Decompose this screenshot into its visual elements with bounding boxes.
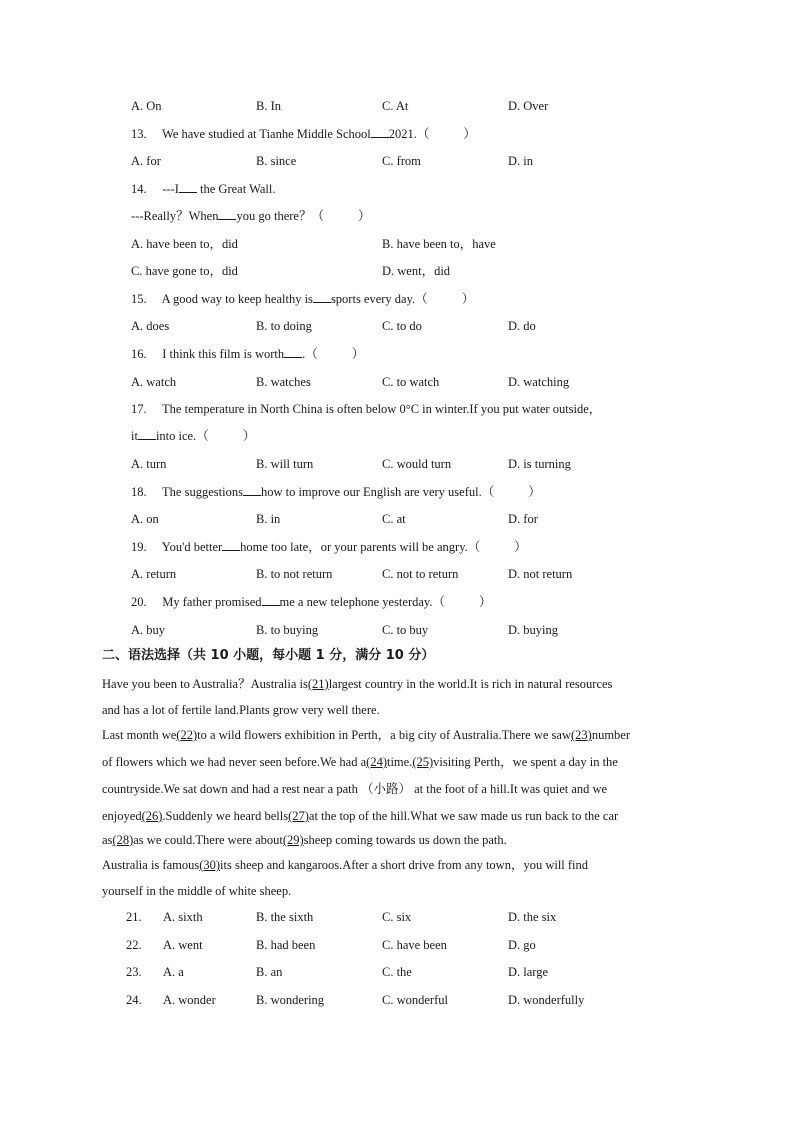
q12-option-a[interactable]: A. On	[131, 99, 162, 113]
q16-option-c[interactable]: C. to watch	[382, 375, 440, 389]
q13-option-a[interactable]: A. for	[131, 154, 161, 168]
q14-option-b[interactable]: B. have been to，have	[382, 237, 496, 251]
blank-28[interactable]: (28)	[112, 833, 134, 847]
q22-number: 22.	[126, 938, 142, 952]
q22-option-b[interactable]: B. had been	[256, 938, 316, 952]
q22-option-c[interactable]: C. have been	[382, 938, 447, 952]
question-number: 15.	[131, 292, 147, 306]
question-number: 14.	[131, 182, 147, 196]
blank-21[interactable]: (21)	[307, 677, 329, 691]
q24-option-a[interactable]: A. wonder	[163, 993, 216, 1007]
q23-option-c[interactable]: C. the	[382, 965, 412, 979]
q13-option-d[interactable]: D. in	[508, 154, 533, 168]
answer-blank[interactable]	[262, 594, 280, 606]
answer-blank[interactable]	[313, 291, 331, 303]
q14-option-a[interactable]: A. have been to，did	[131, 237, 238, 251]
answer-blank[interactable]	[138, 428, 156, 440]
q22-option-a[interactable]: A. went	[163, 938, 203, 952]
question-number: 16.	[131, 347, 147, 361]
q14-option-c[interactable]: C. have gone to，did	[131, 264, 238, 278]
question-number: 20.	[131, 595, 147, 609]
q19-option-a[interactable]: A. return	[131, 567, 177, 581]
question-18: 18. The suggestions how to improve our English are very useful.（ ）	[131, 485, 541, 499]
question-13: 13. We have studied at Tianhe Middle School 2021.（ ）	[131, 127, 476, 141]
q22-option-d[interactable]: D. go	[508, 938, 536, 952]
answer-blank[interactable]	[371, 126, 389, 138]
q16-option-d[interactable]: D. watching	[508, 375, 570, 389]
q18-option-b[interactable]: B. in	[256, 512, 281, 526]
passage-line-4: of flowers which we had never seen before.We had a(24)time.(25)visiting Perth，we spent a day in the	[102, 755, 618, 769]
answer-blank[interactable]	[284, 346, 302, 358]
q18-option-a[interactable]: A. on	[131, 512, 159, 526]
q23-option-b[interactable]: B. an	[256, 965, 283, 979]
q18-option-d[interactable]: D. for	[508, 512, 538, 526]
question-20: 20. My father promised me a new telephone yesterday.（ ）	[131, 595, 492, 609]
q15-option-b[interactable]: B. to doing	[256, 319, 312, 333]
q13-option-c[interactable]: C. from	[382, 154, 421, 168]
answer-blank[interactable]	[243, 484, 261, 496]
q17-option-a[interactable]: A. turn	[131, 457, 167, 471]
passage-line-2: and has a lot of fertile land.Plants grow very well there.	[102, 703, 380, 717]
question-number: 19.	[131, 540, 147, 554]
blank-26[interactable]: (26)	[141, 809, 163, 823]
q19-option-b[interactable]: B. to not return	[256, 567, 333, 581]
passage-line-6: enjoyed(26).Suddenly we heard bells(27)at the top of the hill.What we saw made us run back to the car	[102, 809, 619, 823]
q16-option-a[interactable]: A. watch	[131, 375, 177, 389]
answer-blank[interactable]	[218, 208, 236, 220]
q17-option-c[interactable]: C. would turn	[382, 457, 452, 471]
blank-27[interactable]: (27)	[288, 809, 309, 823]
passage-line-8: Australia is famous(30)its sheep and kangaroos.After a short drive from any town，you will find	[102, 858, 589, 872]
passage-line-9: yourself in the middle of white sheep.	[102, 884, 292, 898]
passage-line-3: Last month we(22)to a wild flowers exhibition in Perth，a big city of Australia.There we saw(23)number	[102, 728, 631, 742]
question-16: 16. I think this film is worth .（ ）	[131, 347, 365, 361]
q17-option-d[interactable]: D. is turning	[508, 457, 571, 471]
blank-30[interactable]: (30)	[199, 858, 221, 872]
q24-option-b[interactable]: B. wondering	[256, 993, 325, 1007]
question-number: 17.	[131, 402, 147, 416]
q21-option-d[interactable]: D. the six	[508, 910, 557, 924]
q19-option-c[interactable]: C. not to return	[382, 567, 459, 581]
blank-24[interactable]: (24)	[366, 755, 387, 769]
q23-option-a[interactable]: A. a	[163, 965, 184, 979]
q15-option-a[interactable]: A. does	[131, 319, 170, 333]
q16-option-b[interactable]: B. watches	[256, 375, 311, 389]
q19-option-d[interactable]: D. not return	[508, 567, 573, 581]
answer-blank[interactable]	[179, 181, 197, 193]
q12-option-c[interactable]: C. At	[382, 99, 409, 113]
blank-23[interactable]: (23)	[571, 728, 592, 742]
q20-option-a[interactable]: A. buy	[131, 623, 166, 637]
question-number: 18.	[131, 485, 147, 499]
question-15: 15. A good way to keep healthy is sports every day.（ ）	[131, 292, 475, 306]
question-number: 13.	[131, 127, 147, 141]
passage-line-5: countryside.We sat down and had a rest near a path （小路） at the foot of a hill.It was quiet and we	[102, 782, 608, 796]
question-17-line1: 17. The temperature in North China is often below 0°C in winter.If you put water outside，	[131, 402, 602, 416]
q21-option-b[interactable]: B. the sixth	[256, 910, 314, 924]
q21-option-a[interactable]: A. sixth	[163, 910, 203, 924]
q13-option-b[interactable]: B. since	[256, 154, 297, 168]
q24-number: 24.	[126, 993, 142, 1007]
q15-option-c[interactable]: C. to do	[382, 319, 422, 333]
question-14-line1: 14. ---I the Great Wall.	[131, 182, 276, 196]
blank-29[interactable]: (29)	[282, 833, 304, 847]
q20-option-d[interactable]: D. buying	[508, 623, 558, 637]
q23-number: 23.	[126, 965, 142, 979]
q12-option-d[interactable]: D. Over	[508, 99, 549, 113]
q12-option-b[interactable]: B. In	[256, 99, 281, 113]
q17-option-b[interactable]: B. will turn	[256, 457, 314, 471]
question-14-line2: ---Really？When you go there？（ ）	[131, 209, 371, 223]
q20-option-b[interactable]: B. to buying	[256, 623, 319, 637]
passage-line-7: as(28)as we could.There were about(29)sheep coming towards us down the path.	[102, 833, 507, 847]
q24-option-d[interactable]: D. wonderfully	[508, 993, 585, 1007]
question-17-line2: it into ice.（ ）	[131, 429, 256, 443]
blank-25[interactable]: (25)	[412, 755, 434, 769]
q20-option-c[interactable]: C. to buy	[382, 623, 429, 637]
q21-number: 21.	[126, 910, 142, 924]
answer-blank[interactable]	[222, 539, 240, 551]
q23-option-d[interactable]: D. large	[508, 965, 549, 979]
passage-line-1: Have you been to Australia？Australia is(21)largest country in the world.It is rich in natural resources	[102, 677, 613, 691]
q14-option-d[interactable]: D. went，did	[382, 264, 451, 278]
q15-option-d[interactable]: D. do	[508, 319, 536, 333]
blank-22[interactable]: (22)	[176, 728, 198, 742]
question-19: 19. You'd better home too late，or your parents will be angry.（ ）	[131, 540, 527, 554]
q24-option-c[interactable]: C. wonderful	[382, 993, 448, 1007]
q18-option-c[interactable]: C. at	[382, 512, 406, 526]
q21-option-c[interactable]: C. six	[382, 910, 412, 924]
section-2-title: 二、语法选择（共 10 小题，每小题 1 分，满分 10 分）	[102, 648, 435, 663]
